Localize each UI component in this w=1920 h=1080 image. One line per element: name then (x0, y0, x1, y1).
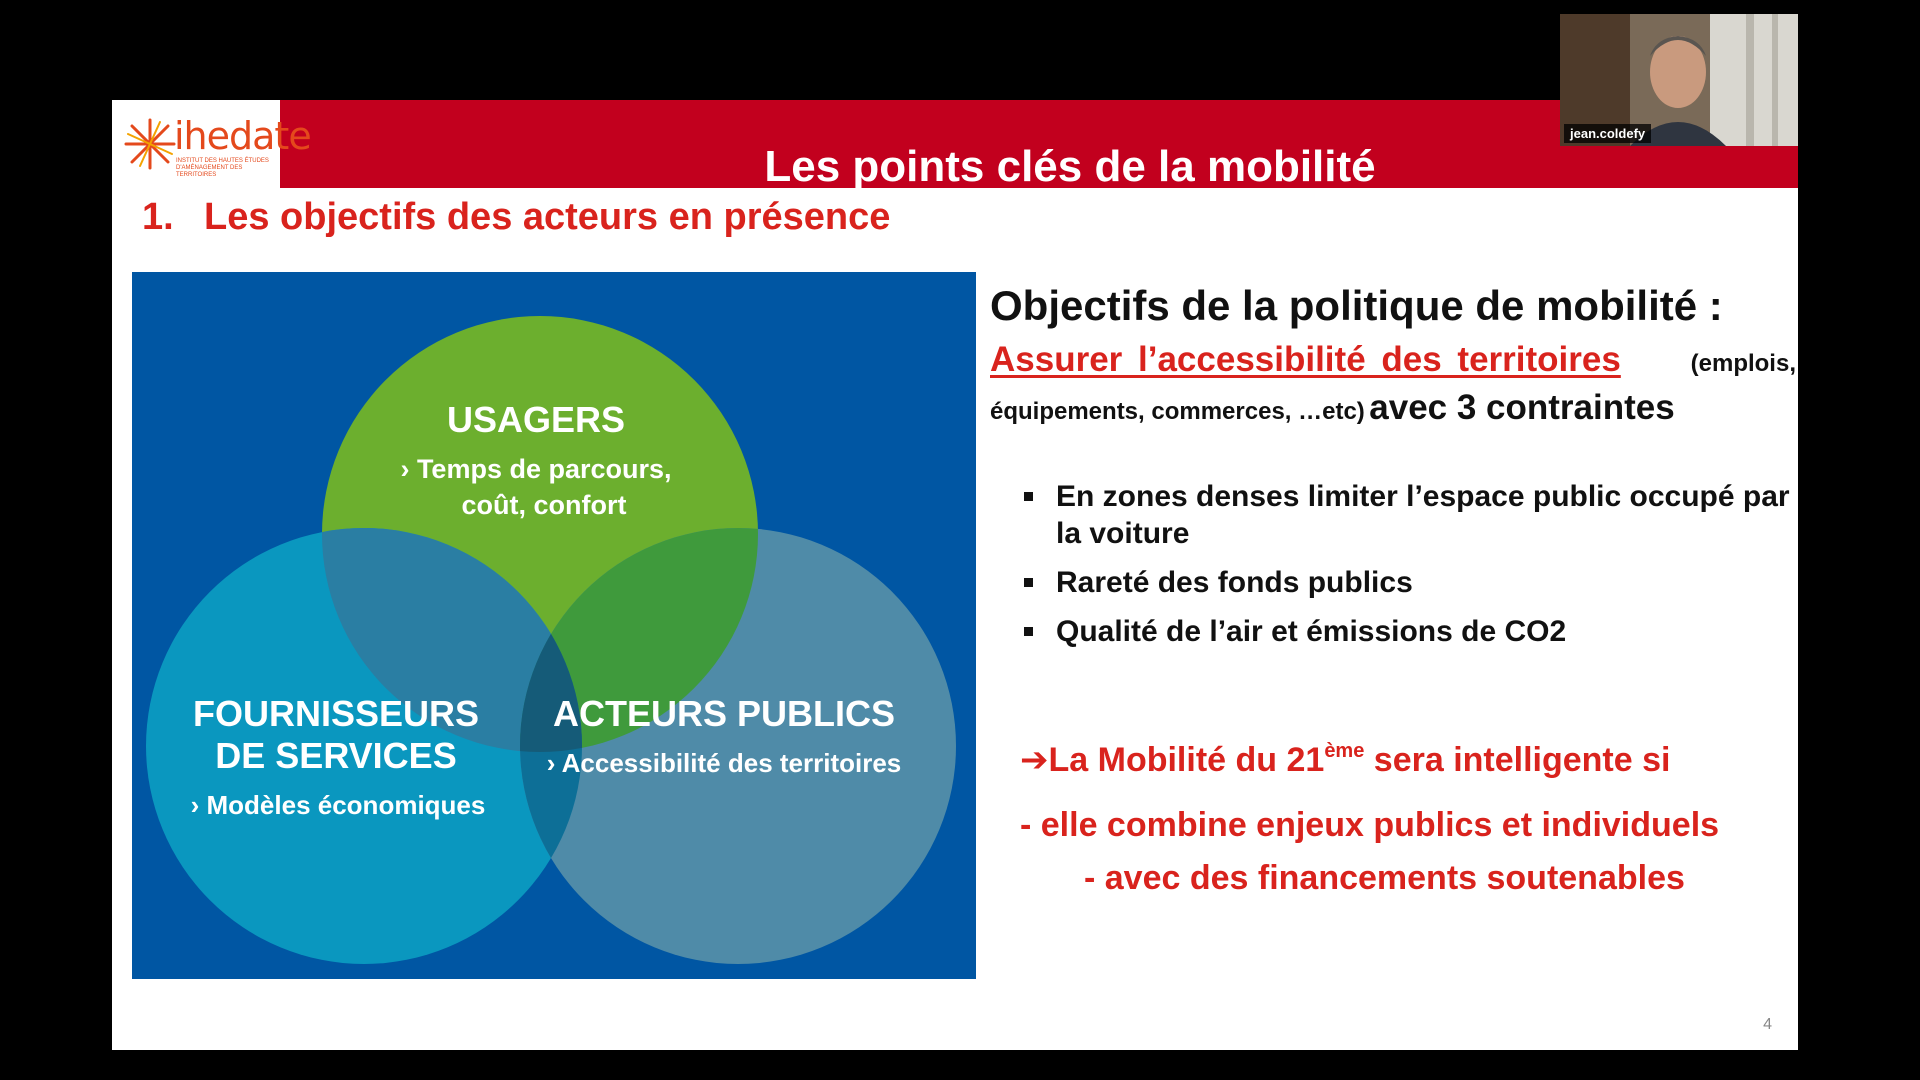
objectives-paren-a: (emplois, (1690, 350, 1796, 377)
section-number: 1. (142, 196, 174, 238)
list-item: Qualité de l’air et émissions de CO2 (1024, 613, 1790, 650)
conclusion-line1-end: sera intelligente si (1364, 741, 1671, 779)
list-item: Rareté des fonds publics (1024, 564, 1790, 601)
conclusion-line1-start: La Mobilité du 21 (1048, 741, 1325, 779)
usagers-line2: coût, confort (461, 490, 627, 520)
conclusion-block (1008, 740, 1798, 898)
sunburst-logo-icon (120, 114, 180, 174)
list-item: En zones denses limiter l’espace public occupé par la voiture (1024, 478, 1790, 552)
acteurs-title: ACTEURS PUBLICS (552, 693, 896, 734)
objectives-constraints: avec 3 contraintes (1369, 388, 1675, 427)
conclusion-line1-sup: ème (1324, 740, 1365, 762)
conclusion-line2: - elle combine enjeux publics et individuels (1020, 806, 1720, 844)
logo-subtitle: INSTITUT DES HAUTES ÉTUDES D'AMÉNAGEMENT DES TERRITOIRES (176, 158, 269, 178)
usagers-title: USAGERS (446, 399, 626, 440)
fournisseurs-title1: FOURNISSEURS (192, 693, 480, 734)
fournisseurs-line1: › Modèles économiques (190, 790, 486, 820)
objectives-paren-b: équipements, commerces, …etc) (990, 398, 1365, 425)
usagers-line1: › Temps de parcours, (400, 454, 672, 484)
arrow-right-icon: ➔ (1020, 741, 1049, 779)
slide-title: Les points clés de la mobilité (764, 142, 1376, 191)
objectives-title: Objectifs de la politique de mobilité : (990, 282, 1723, 329)
presentation-slide (112, 100, 1798, 1050)
section-heading (142, 196, 890, 239)
participant-video-thumbnail[interactable] (1560, 14, 1798, 146)
venn-diagram (132, 272, 976, 979)
participant-name: jean.coldefy (1564, 124, 1651, 143)
fournisseurs-title2: DE SERVICES (215, 735, 457, 776)
objectives-constraints-line (990, 388, 1790, 428)
objectives-subtitle-line (990, 340, 1796, 380)
logo-wordmark: ihedate (174, 114, 311, 158)
page-number: 4 (1763, 1016, 1772, 1033)
conclusion-line1 (1020, 740, 1798, 780)
conclusion-line3: - avec des financements soutenables (1084, 859, 1685, 897)
section-title: Les objectifs des acteurs en présence (204, 196, 891, 238)
objectives-subtitle-red: Assurer l’accessibilité des territoires (990, 340, 1621, 379)
objectives-panel (990, 282, 1796, 662)
constraints-list (1024, 478, 1790, 650)
ihedate-logo (112, 100, 311, 188)
acteurs-line1: › Accessibilité des territoires (546, 748, 902, 778)
